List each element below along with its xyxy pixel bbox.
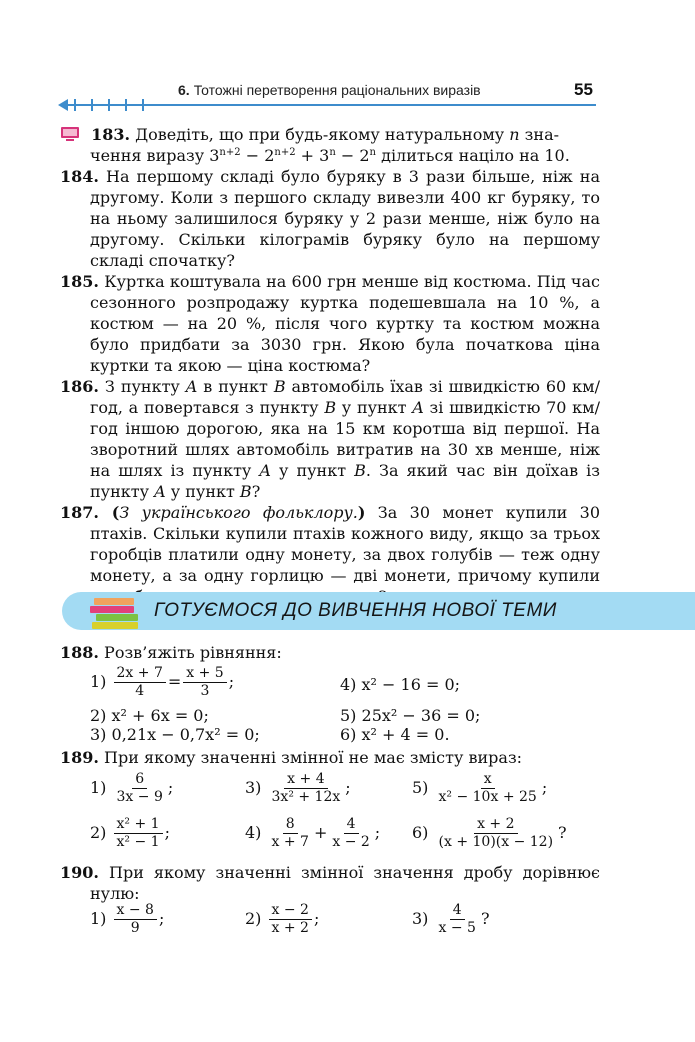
- problem-188-item-1: [90, 665, 234, 700]
- problem-189-item-1: [90, 771, 173, 806]
- problem-text: При якому значенні змінної значення дробу дорівнює нулю:: [90, 863, 600, 903]
- fraction: [269, 771, 344, 806]
- books-icon: [88, 596, 144, 630]
- problem-text: Куртка коштувала на 600 грн менше від костюма. Під час сезонного розпродажу куртка подешевшала на 10 %, а костюм — на 20 %, після чого куртку та костюм можна було придбати за 3030 грн. Якою була початкова ціна куртки та якою — ціна костюма?: [90, 272, 600, 375]
- fraction: [114, 816, 163, 851]
- punctuation: ;: [374, 823, 381, 842]
- item-label: 6): [412, 823, 429, 842]
- equals-sign: =: [167, 672, 182, 691]
- problem-190-heading: [60, 862, 600, 904]
- variable: A: [185, 377, 198, 396]
- punctuation: ;: [158, 909, 165, 928]
- section-number: 6.: [178, 82, 190, 98]
- problem-number: 185.: [60, 272, 99, 291]
- fraction: [436, 771, 540, 806]
- item-label: 2): [245, 909, 262, 928]
- denominator: 9: [130, 920, 140, 936]
- item-label: 1): [90, 778, 107, 797]
- problem-188-item-4: 4) x² − 16 = 0;: [340, 675, 461, 694]
- problem-text: ділиться націло на 10.: [376, 146, 570, 165]
- problem-text: у пункт: [270, 461, 355, 480]
- paren: (: [98, 503, 120, 522]
- problem-number: 184.: [60, 167, 99, 186]
- variable: B: [354, 461, 366, 480]
- denominator: x − 2: [332, 834, 370, 850]
- ruler-tick: [142, 99, 144, 111]
- punctuation: ?: [558, 823, 567, 842]
- problem-text: Розв’яжіть рівняння:: [98, 643, 282, 662]
- problem-number: 186.: [60, 377, 99, 396]
- variable: A: [259, 461, 271, 480]
- item-label: 2): [90, 823, 107, 842]
- numerator: x² + 1: [114, 816, 163, 834]
- expression: $3^{n+2} - 2^{n+2} + 3^n - 2^n$: [209, 146, 376, 165]
- problem-text: . За який час він доїхав із пункту: [90, 461, 601, 501]
- fraction: [329, 816, 372, 851]
- problem-text: Доведіть, що при будь-якому натуральному: [130, 125, 510, 144]
- section-title: [178, 82, 481, 98]
- problem-185: [60, 271, 600, 376]
- fraction: [114, 902, 157, 937]
- problem-text: При якому значенні змінної не має змісту вираз:: [98, 748, 523, 767]
- item-label: 1): [90, 672, 107, 691]
- punctuation: ;: [164, 823, 170, 842]
- variable: n: [509, 125, 520, 144]
- problem-text: З пункту: [98, 377, 186, 396]
- item-label: 3): [412, 909, 429, 928]
- fraction: [269, 902, 312, 937]
- problem-text: у пункт: [165, 482, 240, 501]
- ruler-tick: [91, 99, 93, 111]
- denominator: x² − 1: [116, 834, 160, 850]
- problem-number: 187.: [60, 503, 99, 522]
- denominator: 3: [200, 683, 210, 699]
- problem-number: 189.: [60, 748, 99, 767]
- problem-text: На першому складі було буряку в 3 рази більше, ніж на другому. Коли з першого складу вивезли 400 кг буряку, то на ньому залишилося буряку у 2 рази менше, ніж було на другому. Скільки кілограмів буряку було на першому складі спочатку?: [90, 167, 600, 270]
- ruler-tick: [108, 99, 110, 111]
- fraction: [114, 665, 166, 700]
- section-banner: [62, 592, 695, 630]
- punctuation: ;: [345, 778, 351, 797]
- variable: B: [273, 377, 286, 396]
- problem-189-item-2: [90, 816, 170, 851]
- variable: B: [324, 398, 337, 417]
- denominator: 3x − 9: [116, 789, 163, 805]
- item-label: 5): [412, 778, 429, 797]
- item-label: 4): [245, 823, 262, 842]
- problem-190-item-2: [245, 902, 319, 937]
- problem-189-item-3: [245, 771, 351, 806]
- problem-number: 188.: [60, 643, 99, 662]
- numerator: 4: [450, 902, 465, 920]
- problem-189-item-6: [412, 816, 567, 851]
- variable: A: [154, 482, 166, 501]
- problem-text: чення виразу: [90, 146, 210, 165]
- problem-text: зі швидкістю 70 км/год іншою дорогою, яка на 15 км коротша від першої. На зворотний шлях автомобіль витратив на 30 хв менше, ніж на шлях із пункту: [90, 398, 601, 480]
- item-label: 3): [245, 778, 262, 797]
- numerator: x + 2: [474, 816, 517, 834]
- problem-189-item-4: [245, 816, 380, 851]
- problem-188-item-6: 6) x² + 4 = 0.: [340, 725, 450, 744]
- numerator: 8: [283, 816, 298, 834]
- problem-189-item-5: [412, 771, 547, 806]
- problem-190: [60, 862, 600, 904]
- fraction: [436, 816, 557, 851]
- problem-188-item-5: 5) 25x² − 36 = 0;: [340, 706, 481, 725]
- problem-text: ?: [251, 482, 261, 501]
- numerator: 4: [344, 816, 359, 834]
- fraction: [183, 665, 226, 700]
- plus-sign: +: [313, 823, 328, 842]
- problem-text: зна-: [519, 125, 560, 144]
- numerator: x − 8: [114, 902, 157, 920]
- page-number: 55: [574, 80, 593, 99]
- variable: B: [239, 482, 252, 501]
- problem-188-heading: [60, 643, 282, 662]
- problem-number: 183.: [91, 125, 131, 144]
- numerator: 6: [132, 771, 147, 789]
- problem-189-heading: [60, 748, 522, 767]
- denominator: 4: [135, 683, 145, 699]
- problem-188-item-2: 2) x² + 6x = 0;: [90, 706, 209, 725]
- punctuation: ;: [167, 778, 174, 797]
- punctuation: ?: [480, 909, 490, 928]
- denominator: x² − 10x + 25: [438, 789, 537, 805]
- item-label: 1): [90, 909, 107, 928]
- punctuation: ;: [541, 778, 548, 797]
- denominator: x + 2: [271, 920, 309, 936]
- ruler-tick: [74, 99, 76, 111]
- denominator: x − 5: [438, 920, 476, 936]
- banner-title: ГОТУЄМОСЯ ДО ВИВЧЕННЯ НОВОЇ ТЕМИ: [154, 600, 557, 621]
- punctuation: ;: [228, 672, 235, 691]
- numerator: 2x + 7: [114, 665, 166, 683]
- header-rule: [66, 104, 596, 106]
- problem-text: в пункт: [197, 377, 274, 396]
- problem-184: [60, 166, 600, 271]
- denominator: (x + 10)(x − 12): [438, 834, 554, 850]
- fraction: [269, 816, 312, 851]
- problem-text: За 30 монет купили 30 птахів. Скільки купили птахів кожного виду, якщо за трьох горобців платили одну монету, за двох голубів — теж одну монету, а за одну горлицю — дві монети, причому купили: [90, 503, 600, 585]
- variable: A: [412, 398, 424, 417]
- denominator: x + 7: [271, 834, 309, 850]
- problem-183: [60, 124, 600, 166]
- numerator: x − 2: [269, 902, 312, 920]
- problems-block: [60, 124, 600, 607]
- fraction: [436, 902, 479, 937]
- computer-icon: [60, 126, 80, 142]
- problem-source: З українського фольклору.: [119, 503, 358, 522]
- running-header: [0, 82, 695, 106]
- problem-text: автомобіль їхав зі швидкістю 60 км/год, а повертався з пункту: [90, 377, 600, 417]
- denominator: 3x² + 12x: [271, 789, 341, 805]
- fraction: [114, 771, 166, 806]
- problem-190-item-1: [90, 902, 164, 937]
- problem-186: [60, 376, 600, 502]
- numerator: x + 4: [284, 771, 327, 789]
- ruler-tick: [125, 99, 127, 111]
- punctuation: ;: [313, 909, 320, 928]
- section-title-text: Тотожні перетворення раціональних виразів: [193, 82, 481, 98]
- problem-190-item-3: [412, 902, 490, 937]
- numerator: x: [481, 771, 495, 789]
- problem-text: у пункт: [336, 398, 413, 417]
- numerator: x + 5: [183, 665, 226, 683]
- paren: ): [357, 503, 366, 522]
- problem-number: 190.: [60, 863, 99, 882]
- problem-188-item-3: 3) 0,21x − 0,7x² = 0;: [90, 725, 260, 744]
